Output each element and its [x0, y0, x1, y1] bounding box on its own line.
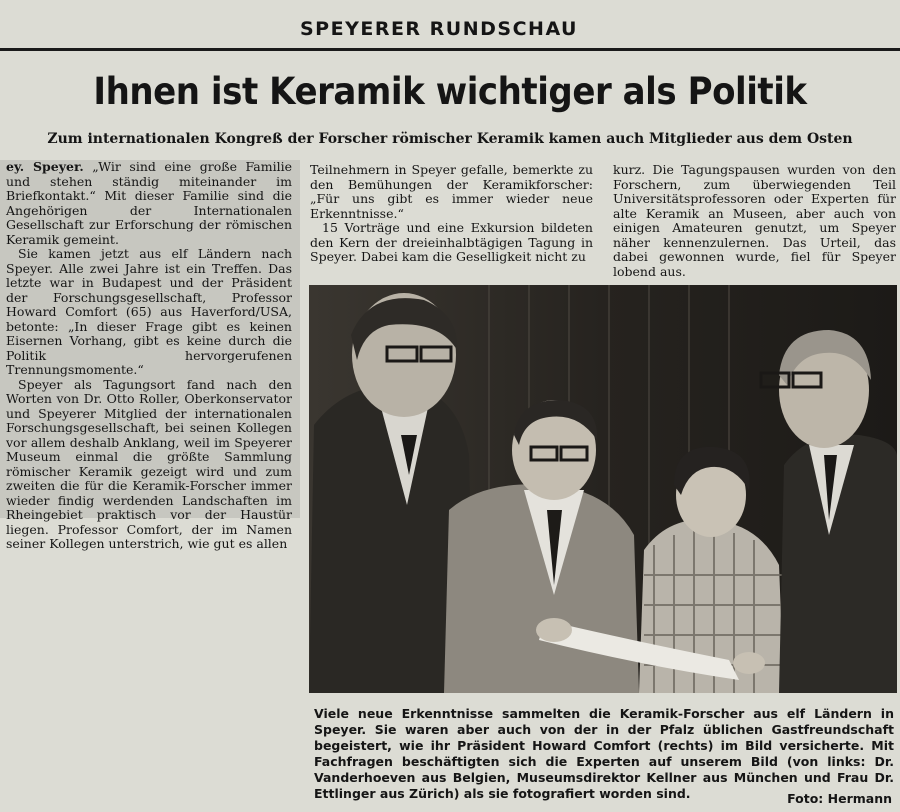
article-paragraph: 15 Vorträge und eine Exkursion bildeten den Kern der dreieinhalbtägigen Tagung in Speyer. Dabei kam die Geselligkeit nicht zu [310, 220, 593, 264]
article-paragraph: Teilnehmern in Speyer gefalle, bemerkte zu den Bemühungen der Keramikforscher: „Für uns gibt es immer wieder neue Erkenntnisse.“ [310, 162, 593, 221]
article-paragraph [6, 160, 292, 247]
section-title: SPEYERER RUNDSCHAU [300, 18, 578, 40]
article-column-1 [0, 159, 300, 551]
article-paragraph: kurz. Die Tagungspausen wurden von den Forschern, zum überwiegenden Teil Universitätsprofessoren oder Experten für alte Keramik an Museen, aber auch von einigen Amateuren genutzt, um Speyer näher kennenzulernen. Das Urteil, das dabei gewonnen wurde, fiel für Speyer lobend aus. [613, 162, 896, 279]
article-column-2 [310, 163, 593, 265]
photo-illustration [309, 285, 897, 693]
paragraph-text: „Wir sind eine große Familie und stehen ständig miteinander im Briefkontakt.“ Mit dieser Familie sind die Angehörigen der Internationalen Gesellschaft zur Erforschung der römischen Keramik gemeint. [6, 159, 292, 247]
news-photo [309, 285, 897, 693]
section-header [0, 14, 900, 51]
article-paragraph: Speyer als Tagungsort fand nach den Worten von Dr. Otto Roller, Oberkonservator und Speyerer Mitglied der internationalen Forschungsgesellschaft, bei seinen Kollegen vor allem deshalb Anklang, weil im Speyerer Museum einmal die größte Sammlung römischer Keramik gezeigt wird und zum zweiten die für die Keramik-Forscher immer wieder findig werdenden Landschaften im Rheingebiet praktisch vor der Haustür liegen. Professor Comfort, der im Namen seiner Kollegen unterstrich, wie gut es allen [6, 376, 292, 551]
subheadline: Zum internationalen Kongreß der Forscher römischer Keramik kamen auch Mitglieder aus dem Osten [47, 131, 853, 147]
headline: Ihnen ist Keramik wichtiger als Politik [93, 70, 807, 113]
article-paragraph: Sie kamen jetzt aus elf Ländern nach Speyer. Alle zwei Jahre ist ein Treffen. Das letzte war in Budapest und der Präsident der Forschungsgesellschaft, Professor Howard Comfort (65) aus Haverford/USA, betonte: „In dieser Frage gibt es keinen Eisernen Vorhang, gibt es keine durch die Politik hervorgerufenen Trennungsmomente.“ [6, 246, 292, 377]
photo-caption: Viele neue Erkenntnisse sammelten die Keramik-Forscher aus elf Ländern in Speyer. Sie waren aber auch von der in der Pfalz üblichen Gastfreundschaft begeistert, wie ihr Präsident Howard Comfort (rechts) im Bild versicherte. Mit Fachfragen beschäftigten sich die Experten auf unserem Bild (von links: Dr. Vanderhoeven aus Belgien, Museumsdirektor Kellner aus München und Frau Dr. Ettlinger aus Zürich) als sie fotografiert worden sind. [314, 706, 894, 801]
article-column-3 [613, 163, 896, 279]
author-byline: ey. Speyer. [6, 159, 84, 174]
photo-credit: Foto: Hermann [787, 791, 892, 806]
